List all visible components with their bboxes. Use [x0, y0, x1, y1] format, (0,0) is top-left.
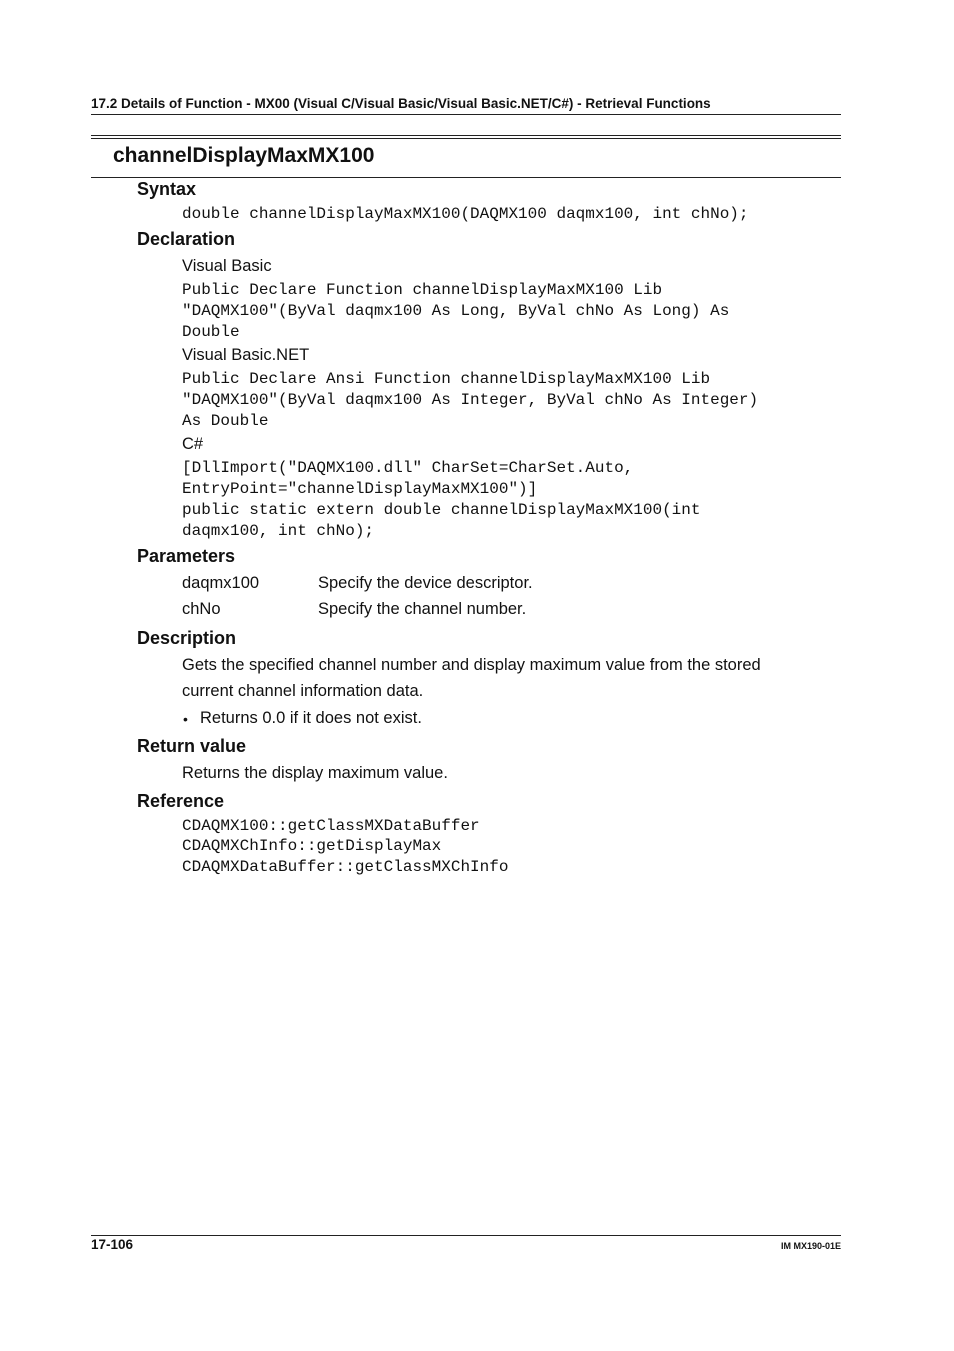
- declaration-heading: Declaration: [137, 229, 236, 249]
- title-bottom-rule: [91, 177, 841, 178]
- return-value-text: Returns the display maximum value.: [182, 764, 448, 782]
- vb-code-line: Public Declare Function channelDisplayMaxMX100 Lib: [182, 281, 663, 299]
- description-heading: Description: [137, 628, 237, 648]
- syntax-code: double channelDisplayMaxMX100(DAQMX100 daqmx100, int chNo);: [182, 205, 749, 223]
- cs-code-line: EntryPoint="channelDisplayMaxMX100")]: [182, 480, 538, 498]
- vb-label: Visual Basic: [182, 257, 272, 275]
- description-line: current channel information data.: [182, 682, 424, 700]
- vbnet-label: Visual Basic.NET: [182, 346, 310, 364]
- title-top-rule: [91, 135, 841, 136]
- description-line: Gets the specified channel number and display maximum value from the stored: [182, 656, 761, 674]
- reference-item: CDAQMXDataBuffer::getClassMXChInfo: [182, 858, 509, 876]
- return-value-heading: Return value: [137, 736, 247, 756]
- syntax-heading: Syntax: [137, 179, 197, 199]
- vbnet-code-line: Public Declare Ansi Function channelDisplayMaxMX100 Lib: [182, 370, 711, 388]
- param-desc: Specify the device descriptor.: [318, 574, 533, 592]
- description-bullet: Returns 0.0 if it does not exist.: [200, 709, 422, 727]
- param-name: daqmx100: [182, 574, 260, 592]
- reference-item: CDAQMXChInfo::getDisplayMax: [182, 837, 442, 855]
- title-top-rule-2: [91, 138, 841, 139]
- reference-item: CDAQMX100::getClassMXDataBuffer: [182, 817, 480, 835]
- header-rule: [91, 114, 841, 115]
- page-number: 17-106: [91, 1237, 134, 1252]
- cs-code-line: daqmx100, int chNo);: [182, 522, 375, 540]
- running-header: 17.2 Details of Function - MX00 (Visual C/Visual Basic/Visual Basic.NET/C#) - Retrieval Functions: [91, 96, 711, 111]
- parameters-heading: Parameters: [137, 546, 236, 566]
- vb-code-line: "DAQMX100"(ByVal daqmx100 As Long, ByVal chNo As Long) As: [182, 302, 730, 320]
- vbnet-code-line: As Double: [182, 412, 269, 430]
- bullet-mark: •: [183, 711, 188, 727]
- reference-heading: Reference: [137, 791, 225, 811]
- vb-code-line: Double: [182, 323, 240, 341]
- document-id: IM MX190-01E: [780, 1241, 841, 1251]
- footer-rule: [91, 1235, 841, 1236]
- cs-code-line: [DllImport("DAQMX100.dll" CharSet=CharSet.Auto,: [182, 459, 634, 477]
- param-name: chNo: [182, 600, 221, 618]
- cs-label: C#: [182, 435, 204, 453]
- function-title: channelDisplayMaxMX100: [113, 144, 375, 167]
- cs-code-line: public static extern double channelDisplayMaxMX100(int: [182, 501, 701, 519]
- vbnet-code-line: "DAQMX100"(ByVal daqmx100 As Integer, ByVal chNo As Integer): [182, 391, 759, 409]
- param-desc: Specify the channel number.: [318, 600, 527, 618]
